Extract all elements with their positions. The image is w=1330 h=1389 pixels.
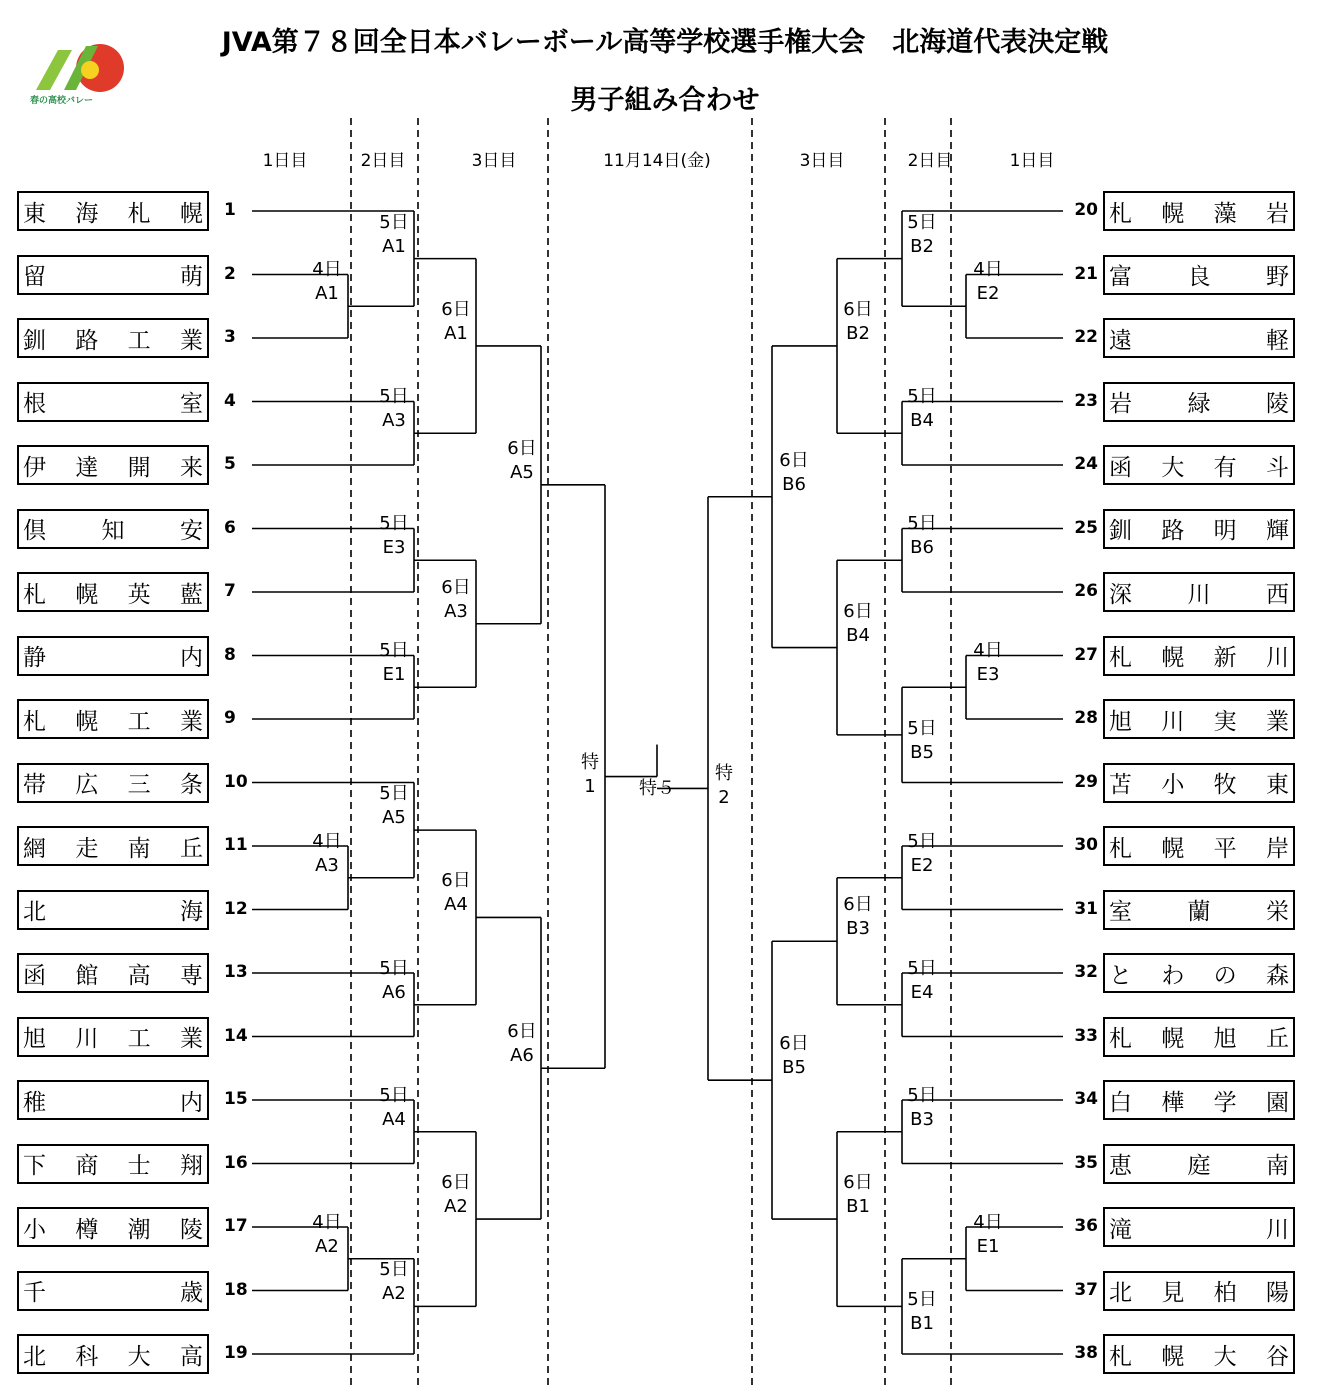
- match-label: 6日 A2: [441, 1172, 471, 1218]
- team-name-char: 藻: [1213, 200, 1237, 227]
- match-label: 5日 B6: [907, 513, 937, 559]
- team-box: [17, 953, 209, 993]
- seed-number: 28: [1074, 708, 1098, 728]
- team-name-char: 川: [1161, 708, 1185, 735]
- team-name-char: 大: [1161, 454, 1185, 481]
- team-name-char: 陵: [1266, 391, 1289, 417]
- match-label: 6日 B6: [779, 449, 809, 495]
- team-box: [1103, 445, 1295, 485]
- seed-number: 9: [224, 708, 236, 728]
- seed-number: 19: [224, 1343, 248, 1363]
- team-name-char: 南: [127, 835, 151, 862]
- team-name-char: 翔: [179, 1153, 203, 1179]
- seed-number: 15: [224, 1089, 248, 1109]
- day-3-right: 3日目: [799, 151, 845, 171]
- team-name-char: 札: [1109, 835, 1132, 862]
- team-name-char: 苫: [1109, 772, 1132, 798]
- team-name-char: 潮: [127, 1216, 151, 1243]
- final-day: 11月14日(金): [603, 151, 711, 171]
- team-name-char: 野: [1266, 264, 1289, 290]
- match-label: 6日 A1: [441, 298, 471, 344]
- team-name-char: 輝: [1265, 518, 1289, 544]
- team-box: [17, 763, 209, 803]
- team-name-char: 実: [1213, 708, 1237, 735]
- seed-number: 4: [224, 390, 236, 411]
- seed-number: 3: [224, 327, 236, 347]
- match-label: 6日 A3: [441, 576, 471, 622]
- seed-number: 13: [224, 962, 248, 982]
- team-name-char: 牧: [1213, 772, 1237, 798]
- match-label: 6日 A6: [507, 1021, 537, 1067]
- team-box: [17, 445, 209, 485]
- seed-number: 18: [224, 1279, 248, 1300]
- match-label: 4日 A3: [312, 830, 342, 876]
- match-label: 6日 A5: [507, 437, 537, 483]
- team-name-char: 路: [75, 327, 99, 354]
- seed-number: 11: [224, 835, 248, 855]
- team-name-char: 岸: [1265, 835, 1289, 862]
- team-name-char: 伊: [23, 454, 46, 481]
- team-box: [17, 1271, 209, 1311]
- team-name-char: 根: [23, 391, 46, 417]
- team-name-char: 専: [179, 962, 203, 989]
- team-box: [1103, 1017, 1295, 1057]
- seed-number: 29: [1074, 771, 1098, 792]
- team-name-char: 業: [179, 708, 203, 735]
- team-name-char: 幌: [75, 708, 99, 735]
- team-name-char: 高: [179, 1343, 203, 1370]
- match-label: 5日 E4: [907, 957, 937, 1003]
- team-name-char: 南: [1266, 1153, 1289, 1179]
- seed-number: 25: [1074, 517, 1098, 538]
- team-box: [17, 1080, 209, 1120]
- team-name-char: 走: [75, 835, 99, 862]
- team-name-char: 滝: [1109, 1216, 1132, 1243]
- team-name-char: 幌: [1161, 835, 1185, 862]
- seed-number: 2: [224, 263, 236, 284]
- team-box: [17, 572, 209, 612]
- match-label: 4日 E1: [973, 1211, 1003, 1257]
- team-name-char: 萌: [180, 264, 203, 290]
- match-label: 4日 E2: [973, 259, 1003, 305]
- team-name-char: 幌: [179, 200, 203, 227]
- team-name-char: 倶: [23, 518, 46, 544]
- match-label: 特 1: [581, 751, 599, 797]
- team-name-char: 海: [75, 200, 99, 227]
- team-name-char: 斗: [1265, 454, 1289, 481]
- team-name-char: 海: [180, 899, 203, 925]
- team-name-char: 庭: [1187, 1153, 1211, 1179]
- team-name-char: 陽: [1265, 1280, 1289, 1306]
- team-box: [1103, 1144, 1295, 1184]
- team-box: [17, 1334, 209, 1374]
- team-name-char: 見: [1161, 1280, 1185, 1306]
- seed-number: 38: [1074, 1343, 1098, 1363]
- team-box: [1103, 382, 1295, 422]
- team-name-char: 高: [127, 962, 151, 989]
- seed-number: 35: [1074, 1152, 1098, 1173]
- team-name-char: 札: [23, 581, 46, 608]
- team-name-char: 小: [1161, 772, 1185, 798]
- team-box: [1103, 318, 1295, 358]
- team-name-char: 千: [23, 1280, 46, 1306]
- team-name-char: 緑: [1187, 391, 1211, 417]
- seed-number: 12: [224, 898, 248, 919]
- seed-number: 31: [1074, 898, 1098, 919]
- match-label: 6日 B1: [843, 1172, 873, 1218]
- team-name-char: 樽: [75, 1216, 99, 1243]
- day-2-left: 2日目: [360, 151, 406, 171]
- seed-number: 22: [1074, 327, 1098, 347]
- team-name-char: 歳: [180, 1280, 203, 1306]
- seed-number: 33: [1074, 1025, 1098, 1046]
- seed-number: 30: [1074, 835, 1098, 855]
- match-label: 5日 E1: [379, 640, 409, 686]
- team-name-char: 大: [1213, 1343, 1237, 1370]
- team-name-char: 函: [23, 962, 46, 989]
- day-2-right: 2日目: [907, 151, 953, 171]
- seed-number: 16: [224, 1152, 248, 1173]
- team-box: [1103, 890, 1295, 930]
- team-name-char: 札: [1109, 200, 1132, 227]
- team-name-char: 釧: [1109, 518, 1132, 544]
- team-name-char: 広: [75, 772, 99, 798]
- team-box: [1103, 509, 1295, 549]
- team-name-char: と: [1109, 962, 1132, 989]
- seed-number: 34: [1074, 1089, 1098, 1109]
- seed-number: 37: [1074, 1279, 1098, 1300]
- team-name-char: 科: [75, 1343, 99, 1370]
- team-name-char: 丘: [1265, 1026, 1289, 1052]
- team-box: [1103, 826, 1295, 866]
- team-name-char: 知: [101, 518, 125, 544]
- team-name-char: 達: [75, 454, 99, 481]
- team-name-char: 富: [1109, 264, 1132, 290]
- match-label: 5日 B1: [907, 1289, 937, 1335]
- match-label: 6日 A4: [441, 870, 471, 916]
- match-label: 6日 B3: [843, 894, 873, 940]
- team-name-char: 明: [1213, 518, 1237, 544]
- team-name-char: 小: [23, 1216, 46, 1243]
- team-name-char: 路: [1161, 518, 1185, 544]
- team-name-char: 遠: [1109, 327, 1132, 354]
- seed-number: 26: [1074, 581, 1098, 601]
- team-box: [17, 890, 209, 930]
- team-name-char: 旭: [1213, 1026, 1237, 1052]
- team-name-char: の: [1213, 962, 1237, 989]
- match-label: 5日 A1: [379, 211, 409, 257]
- match-label: 5日 A2: [379, 1259, 409, 1305]
- team-name-char: 幌: [1161, 200, 1185, 227]
- team-name-char: 平: [1213, 835, 1237, 862]
- team-name-char: 工: [127, 327, 151, 354]
- team-box: [1103, 1334, 1295, 1374]
- team-box: [17, 191, 209, 231]
- team-name-char: 柏: [1213, 1280, 1237, 1306]
- team-name-char: 川: [75, 1026, 99, 1052]
- team-name-char: 札: [127, 200, 151, 227]
- seed-number: 36: [1074, 1216, 1098, 1236]
- team-name-char: 恵: [1109, 1153, 1132, 1179]
- team-name-char: 幌: [1161, 1026, 1185, 1052]
- team-name-char: 士: [127, 1153, 151, 1179]
- team-box: [17, 1144, 209, 1184]
- team-name-char: 安: [180, 518, 203, 544]
- team-name-char: 岩: [1109, 391, 1132, 417]
- team-box: [1103, 636, 1295, 676]
- team-name-char: 川: [1266, 1216, 1289, 1243]
- seed-number: 20: [1074, 200, 1098, 220]
- seed-number: 14: [224, 1025, 248, 1046]
- seed-number: 6: [224, 517, 236, 538]
- team-box: [1103, 1207, 1295, 1247]
- team-name-char: 白: [1109, 1089, 1132, 1116]
- team-name-char: 工: [127, 1026, 151, 1052]
- match-label: 6日 B5: [779, 1033, 809, 1079]
- team-box: [1103, 1080, 1295, 1120]
- team-box: [17, 382, 209, 422]
- team-name-char: 東: [1265, 772, 1289, 798]
- team-name-char: 蘭: [1187, 899, 1211, 925]
- seed-number: 32: [1074, 962, 1098, 982]
- team-name-char: 学: [1213, 1089, 1237, 1116]
- team-name-char: 業: [179, 327, 203, 354]
- team-name-char: わ: [1161, 962, 1185, 989]
- team-name-char: 新: [1213, 645, 1237, 671]
- match-label: 4日 E3: [973, 640, 1003, 686]
- team-name-char: 札: [1109, 1026, 1132, 1052]
- match-label: 4日 A1: [312, 259, 342, 305]
- match-label: 5日 E2: [907, 830, 937, 876]
- seed-number: 1: [224, 200, 236, 220]
- team-name-char: 谷: [1265, 1343, 1289, 1370]
- match-label: 4日 A2: [312, 1211, 342, 1257]
- team-name-char: 西: [1266, 581, 1289, 608]
- match-label: 5日 B3: [907, 1084, 937, 1130]
- team-name-char: 有: [1213, 454, 1237, 481]
- match-label: 5日 A3: [379, 386, 409, 432]
- match-label: 5日 A6: [379, 957, 409, 1003]
- match-label: 5日 B4: [907, 386, 937, 432]
- day-1-right: 1日目: [1009, 151, 1055, 171]
- team-name-char: 英: [127, 581, 151, 608]
- team-box: [17, 509, 209, 549]
- day-3-left: 3日目: [471, 151, 517, 171]
- team-name-char: 開: [127, 454, 151, 481]
- match-label: 5日 B2: [907, 211, 937, 257]
- team-name-char: 北: [23, 1343, 46, 1370]
- team-name-char: 条: [179, 772, 203, 798]
- team-name-char: 川: [1187, 581, 1211, 608]
- match-label: 6日 B4: [843, 600, 873, 646]
- team-name-char: 藍: [179, 581, 203, 608]
- team-box: [1103, 763, 1295, 803]
- seed-number: 24: [1074, 454, 1098, 474]
- team-name-char: 業: [1265, 708, 1289, 735]
- team-box: [17, 826, 209, 866]
- team-name-char: 工: [127, 708, 151, 735]
- seed-number: 17: [224, 1216, 248, 1236]
- team-name-char: 稚: [23, 1089, 46, 1116]
- team-box: [1103, 1271, 1295, 1311]
- seed-number: 7: [224, 581, 236, 601]
- team-name-char: 内: [180, 1089, 203, 1116]
- team-name-char: 幌: [1161, 1343, 1185, 1370]
- team-name-char: 帯: [23, 772, 46, 798]
- team-name-char: 留: [23, 264, 46, 290]
- team-box: [17, 636, 209, 676]
- team-box: [17, 255, 209, 295]
- team-name-char: 深: [1109, 581, 1132, 608]
- team-name-char: 静: [23, 645, 46, 671]
- team-name-char: 北: [23, 899, 46, 925]
- team-name-char: 森: [1265, 962, 1289, 989]
- team-box: [1103, 255, 1295, 295]
- seed-number: 8: [224, 644, 236, 665]
- team-name-char: 下: [23, 1153, 46, 1179]
- team-name-char: 函: [1109, 454, 1132, 481]
- team-name-char: 岩: [1265, 200, 1289, 227]
- team-name-char: 川: [1265, 645, 1289, 671]
- team-name-char: 栄: [1266, 899, 1289, 925]
- seed-number: 27: [1074, 644, 1098, 665]
- team-name-char: 旭: [1109, 708, 1132, 735]
- team-box: [1103, 191, 1295, 231]
- team-name-char: 釧: [23, 327, 46, 354]
- team-box: [1103, 699, 1295, 739]
- team-box: [1103, 953, 1295, 993]
- match-label: 5日 A4: [379, 1084, 409, 1130]
- team-name-char: 北: [1109, 1280, 1132, 1306]
- team-name-char: 東: [23, 200, 46, 227]
- team-name-char: 内: [180, 645, 203, 671]
- team-name-char: 大: [127, 1343, 151, 1370]
- team-name-char: 室: [180, 391, 203, 417]
- match-label: 6日 B2: [843, 298, 873, 344]
- team-name-char: 幌: [75, 581, 99, 608]
- team-name-char: 館: [75, 962, 99, 989]
- team-name-char: 網: [23, 835, 46, 862]
- team-name-char: 札: [1109, 1343, 1132, 1370]
- match-label: 特 2: [715, 763, 733, 809]
- team-box: [17, 1017, 209, 1057]
- team-name-char: 樺: [1161, 1089, 1185, 1116]
- team-name-char: 三: [127, 772, 151, 798]
- team-name-char: 札: [23, 708, 46, 735]
- team-name-char: 園: [1265, 1089, 1289, 1116]
- team-name-char: 幌: [1161, 645, 1185, 671]
- seed-number: 21: [1074, 263, 1098, 284]
- page-subtitle: 男子組み合わせ: [570, 85, 760, 116]
- match-label: 5日 B5: [907, 717, 937, 763]
- team-name-char: 良: [1187, 264, 1211, 290]
- team-name-char: 室: [1109, 899, 1132, 925]
- logo-text: 春の高校バレー: [30, 96, 94, 106]
- team-box: [1103, 572, 1295, 612]
- page-title: JVA第７８回全日本バレーボール高等学校選手権大会 北海道代表決定戦: [221, 27, 1109, 58]
- team-name-char: 商: [75, 1153, 99, 1179]
- team-box: [17, 318, 209, 358]
- seed-number: 5: [224, 454, 236, 474]
- seed-number: 10: [224, 771, 248, 792]
- team-box: [17, 699, 209, 739]
- match-label: 5日 E3: [379, 513, 409, 559]
- team-name-char: 陵: [179, 1216, 203, 1243]
- team-name-char: 丘: [179, 835, 203, 862]
- match-label: 5日 A5: [379, 783, 409, 829]
- team-name-char: 札: [1109, 645, 1132, 671]
- team-name-char: 来: [179, 454, 203, 481]
- team-name-char: 業: [179, 1026, 203, 1052]
- seed-number: 23: [1074, 390, 1098, 411]
- day-1-left: 1日目: [262, 151, 308, 171]
- match-label: 特５: [639, 777, 675, 799]
- team-name-char: 旭: [23, 1026, 46, 1052]
- team-box: [17, 1207, 209, 1247]
- team-name-char: 軽: [1266, 327, 1289, 354]
